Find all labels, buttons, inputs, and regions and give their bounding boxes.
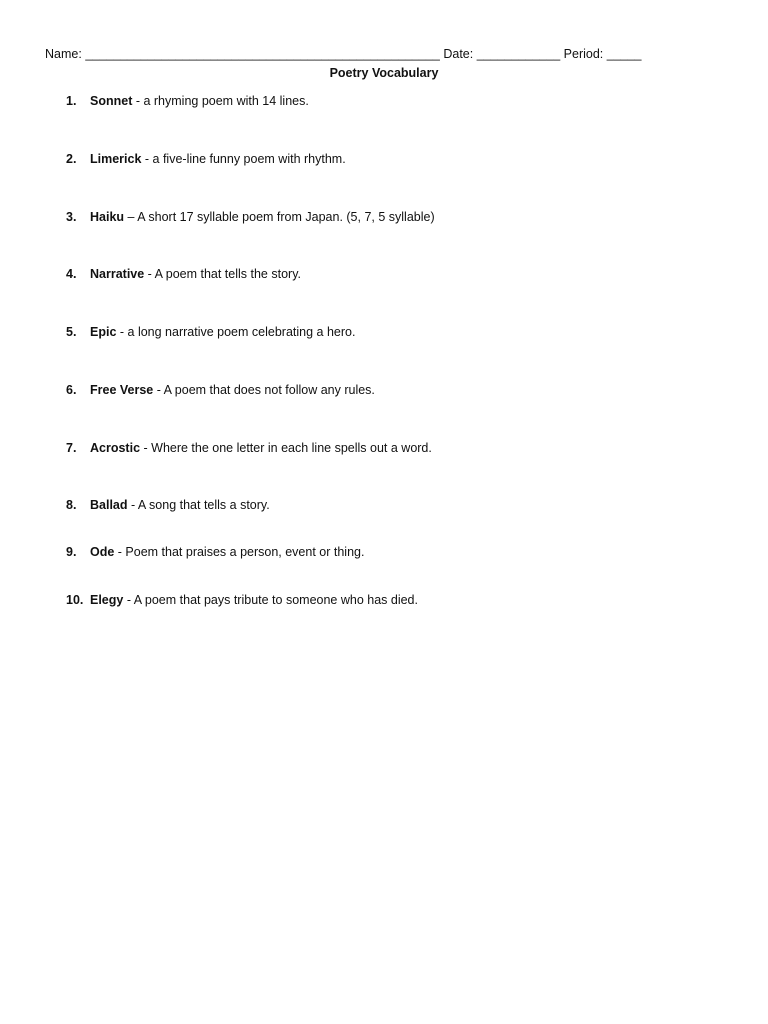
item-definition: – A short 17 syllable poem from Japan. (5, 7, 5 syllable) xyxy=(124,210,435,224)
item-number: 9. xyxy=(66,545,77,559)
list-item xyxy=(66,210,435,224)
item-definition: - A poem that pays tribute to someone who has died. xyxy=(123,593,418,607)
item-definition: - Poem that praises a person, event or thing. xyxy=(114,545,365,559)
item-term: Acrostic xyxy=(90,441,141,455)
list-item xyxy=(66,94,309,108)
item-number: 8. xyxy=(66,498,77,512)
item-term: Free Verse xyxy=(90,383,154,397)
item-number: 6. xyxy=(66,383,77,397)
item-number: 7. xyxy=(66,441,77,455)
item-term: Ballad xyxy=(90,498,128,512)
list-item xyxy=(66,267,301,281)
item-term: Epic xyxy=(90,325,117,339)
item-definition: - Where the one letter in each line spells out a word. xyxy=(140,441,432,455)
list-item xyxy=(66,545,364,559)
item-number: 3. xyxy=(66,210,77,224)
page-title: Poetry Vocabulary xyxy=(329,66,439,80)
item-number: 4. xyxy=(66,267,77,281)
date-label: Date: xyxy=(443,47,474,61)
item-number: 1. xyxy=(66,94,77,108)
item-number: 2. xyxy=(66,152,77,166)
item-definition: - A song that tells a story. xyxy=(127,498,270,512)
item-definition: - A poem that tells the story. xyxy=(144,267,301,281)
item-definition: - a rhyming poem with 14 lines. xyxy=(132,94,309,108)
item-number: 10. xyxy=(66,593,84,607)
item-term: Ode xyxy=(90,545,115,559)
item-term: Narrative xyxy=(90,267,145,281)
item-definition: - a long narrative poem celebrating a hero. xyxy=(116,325,356,339)
list-item xyxy=(66,498,270,512)
list-item xyxy=(66,441,432,455)
item-term: Elegy xyxy=(90,593,124,607)
list-item xyxy=(66,593,418,607)
item-term: Limerick xyxy=(90,152,142,166)
name-blank: ___________________________________________________ xyxy=(85,47,440,61)
item-term: Haiku xyxy=(90,210,125,224)
item-number: 5. xyxy=(66,325,77,339)
item-definition: - a five-line funny poem with rhythm. xyxy=(141,152,346,166)
list-item xyxy=(66,152,346,166)
item-term: Sonnet xyxy=(90,94,133,108)
list-item xyxy=(66,383,375,397)
period-blank: _____ xyxy=(606,47,642,61)
period-label: Period: xyxy=(563,47,604,61)
item-definition: - A poem that does not follow any rules. xyxy=(153,383,375,397)
list-item xyxy=(66,325,355,339)
date-blank: ____________ xyxy=(476,47,561,61)
name-label: Name: xyxy=(45,47,82,61)
